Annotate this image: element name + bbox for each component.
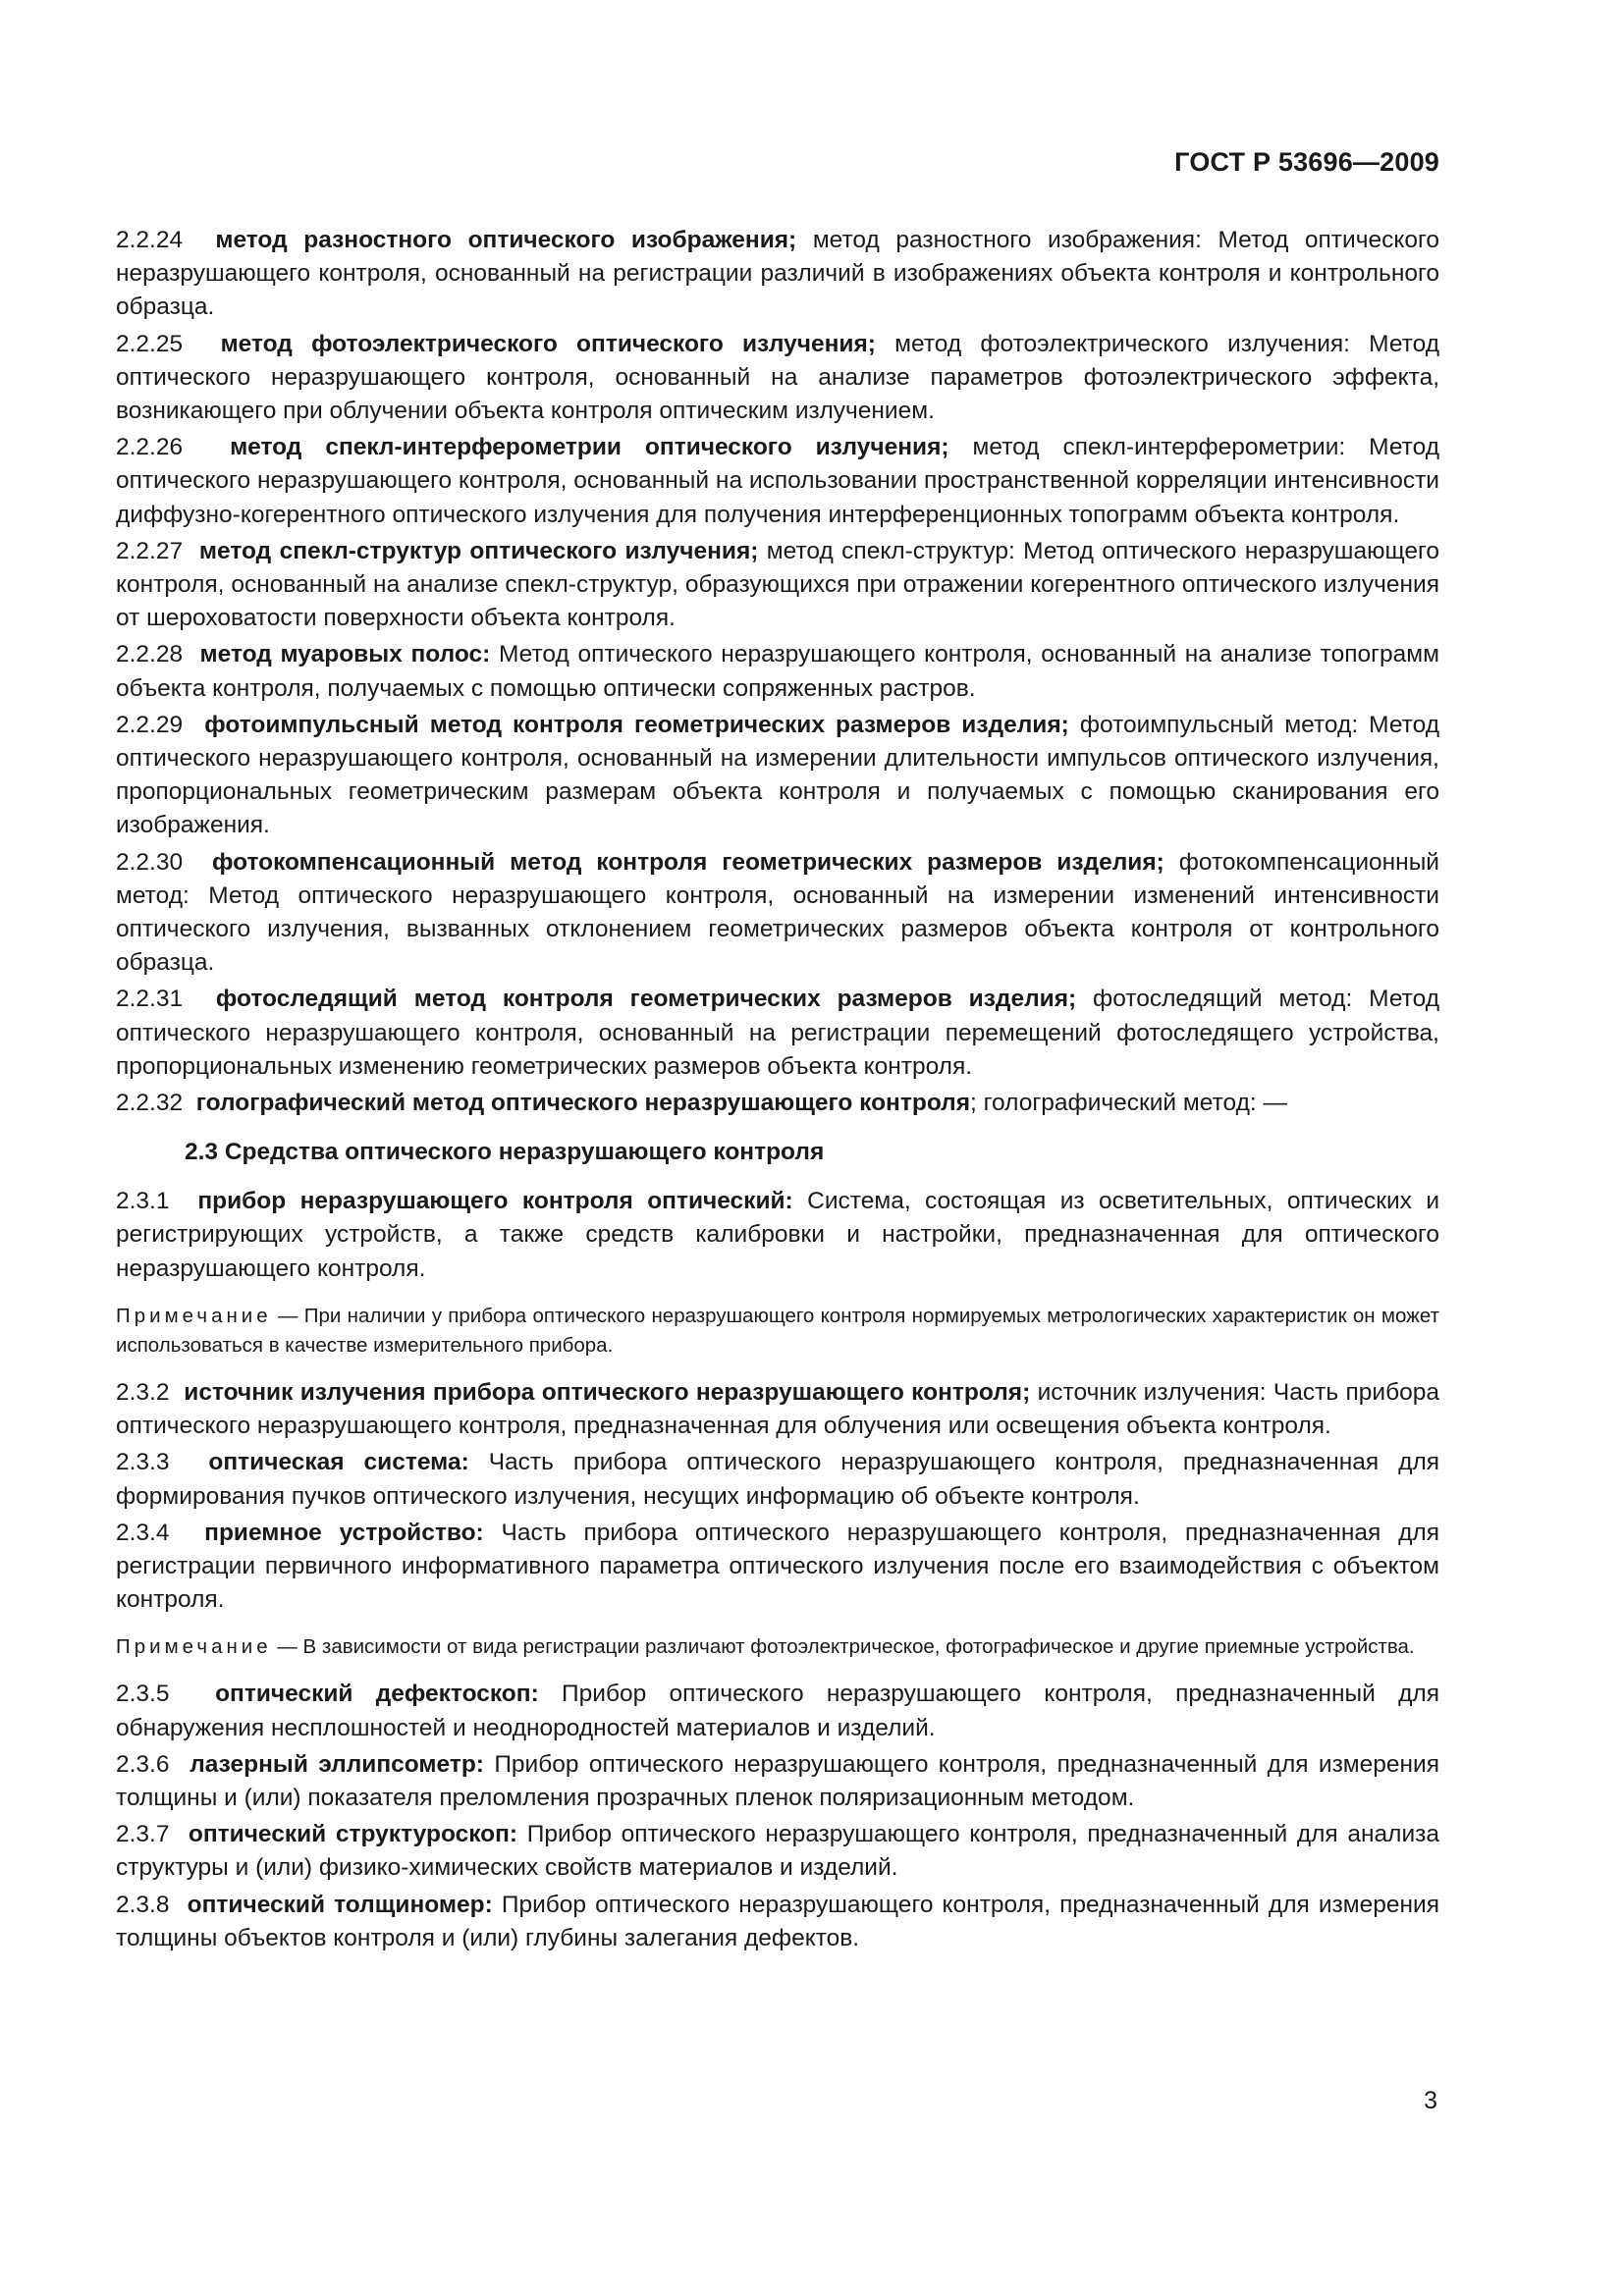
clause-number: 2.3.3 bbox=[116, 1449, 170, 1476]
note-text: — В зависимости от вида регистрации различают фотоэлектрическое, фотографическое и другие приемные устройства. bbox=[271, 1635, 1415, 1659]
term-name: источник излучения прибора оптического неразрушающего контроля; bbox=[184, 1378, 1031, 1406]
note-text: — При наличии у прибора оптического неразрушающего контроля нормируемых метрологических характеристик он может использоваться в качестве измерительного прибора. bbox=[116, 1304, 1439, 1357]
term-text: Прибор оптического неразрушающего контроля, предназначенный для измерения толщины и (или) показателя преломления прозрачных пленок поляризационным методом. bbox=[116, 1750, 1439, 1811]
term-name: приемное устройство: bbox=[204, 1519, 484, 1546]
term-definition bbox=[116, 1748, 1439, 1815]
clause-number: 2.3.4 bbox=[116, 1519, 170, 1546]
term-name: лазерный эллипсометр: bbox=[189, 1750, 484, 1778]
term-text: Прибор оптического неразрушающего контроля, предназначенный для анализа структуры и (или) физико-химических свойств материалов и изделий. bbox=[116, 1821, 1439, 1882]
term-text: метод разностного изображения: Метод оптического неразрушающего контроля, основанный на регистрации различий в изображениях объекта контроля и контрольного образца. bbox=[116, 227, 1439, 321]
term-text: Часть прибора оптического неразрушающего контроля, предназначенная для формирования пучков оптического излучения, несущих информацию об объекте контроля. bbox=[116, 1449, 1440, 1510]
term-text: метод фотоэлектрического излучения: Метод оптического неразрушающего контроля, основанный на анализе параметров фотоэлектрического эффекта, возникающего при облучении объекта контроля оптическим излучением. bbox=[116, 330, 1439, 425]
clause-number: 2.3.5 bbox=[116, 1681, 170, 1708]
term-name: фотоимпульсный метод контроля геометрических размеров изделия; bbox=[204, 711, 1069, 738]
clause-number: 2.2.27 bbox=[116, 537, 184, 564]
term-name: оптический дефектоскоп: bbox=[215, 1681, 539, 1708]
section-heading: 2.3 Средства оптического неразрушающего контроля bbox=[185, 1139, 825, 1166]
clause-number: 2.2.28 bbox=[116, 641, 184, 668]
term-name: фотокомпенсационный метод контроля геометрических размеров изделия; bbox=[211, 848, 1164, 876]
term-definition bbox=[116, 1818, 1439, 1885]
term-name: голографический метод оптического неразрушающего контроля bbox=[195, 1090, 971, 1117]
term-definition bbox=[116, 431, 1439, 532]
document-body bbox=[116, 224, 1439, 1958]
clause-number: 2.3.7 bbox=[116, 1821, 170, 1848]
clause-number: 2.3.6 bbox=[116, 1750, 170, 1778]
clause-number: 2.2.30 bbox=[116, 848, 184, 876]
clause-number: 2.2.29 bbox=[116, 711, 184, 738]
term-text: фотоимпульсный метод: Метод оптического неразрушающего контроля, основанный на измерении длительности импульсов оптического излучения, пропорциональных геометрическим размерам объекта контроля и получаемых с помощью сканирования его изображения. bbox=[116, 711, 1439, 839]
term-text: Система, состоящая из осветительных, оптических и регистрирующих устройств, а также средств калибровки и настройки, предназначенная для оптического неразрушающего контроля. bbox=[116, 1188, 1440, 1282]
term-definition bbox=[116, 1087, 1439, 1120]
term-definition bbox=[116, 1889, 1439, 1955]
term-definition bbox=[116, 1517, 1439, 1618]
term-name: метод муаровых полос: bbox=[199, 641, 491, 668]
term-definition bbox=[116, 1446, 1439, 1513]
clause-number: 2.3.1 bbox=[116, 1188, 170, 1215]
note-label: Примечание bbox=[116, 1635, 272, 1659]
term-text: метод спекл-структур: Метод оптического неразрушающего контроля, основанный на анализе спекл-структур, образующихся при отражении когерентного оптического излучения от шероховатости поверхности объекта контроля. bbox=[116, 537, 1439, 632]
term-definition bbox=[116, 638, 1439, 705]
term-definition bbox=[116, 1376, 1439, 1443]
term-text: Метод оптического неразрушающего контроля, основанный на анализе топограмм объекта контроля, получаемых с помощью оптически сопряженных растров. bbox=[116, 641, 1439, 702]
term-name: фотоследящий метод контроля геометрических размеров изделия; bbox=[215, 986, 1077, 1013]
term-name: оптическая система: bbox=[208, 1449, 469, 1476]
clause-number: 2.3.2 bbox=[116, 1378, 170, 1406]
term-definition bbox=[116, 983, 1439, 1084]
term-name: метод разностного оптического изображения; bbox=[215, 227, 797, 253]
term-definition bbox=[116, 328, 1439, 429]
clause-number: 2.2.32 bbox=[116, 1090, 184, 1117]
clause-number: 2.2.25 bbox=[116, 330, 184, 357]
term-definition bbox=[116, 1185, 1439, 1286]
term-definition bbox=[116, 709, 1439, 843]
term-definition bbox=[116, 846, 1439, 981]
note bbox=[116, 1632, 1439, 1662]
term-definition bbox=[116, 1678, 1439, 1744]
clause-number: 2.2.24 bbox=[116, 227, 184, 253]
term-text: фотоследящий метод: Метод оптического неразрушающего контроля, основанный на регистрации перемещений фотоследящего устройства, пропорциональных изменению геометрических размеров объекта контроля. bbox=[116, 986, 1439, 1080]
clause-number: 2.3.8 bbox=[116, 1891, 170, 1918]
note-label: Примечание bbox=[116, 1304, 272, 1327]
term-definition bbox=[116, 535, 1439, 636]
term-name: метод спекл-интерферометрии оптического излучения; bbox=[230, 434, 949, 461]
term-name: оптический толщиномер: bbox=[187, 1891, 493, 1918]
term-definition bbox=[116, 224, 1439, 325]
note bbox=[116, 1302, 1439, 1361]
term-name: прибор неразрушающего контроля оптический: bbox=[197, 1188, 793, 1215]
term-text: Прибор оптического неразрушающего контроля, предназначенный для измерения толщины объектов контроля и (или) глубины залегания дефектов. bbox=[116, 1891, 1439, 1951]
document-header-id: ГОСТ Р 53696—2009 bbox=[1174, 147, 1439, 177]
page-number: 3 bbox=[1424, 2087, 1437, 2114]
term-name: метод фотоэлектрического оптического излучения; bbox=[220, 330, 876, 357]
term-name: оптический структуроскоп: bbox=[188, 1821, 518, 1848]
clause-number: 2.2.31 bbox=[116, 986, 184, 1013]
term-name: метод спекл-структур оптического излучения; bbox=[198, 537, 759, 564]
term-text: Прибор оптического неразрушающего контроля, предназначенный для обнаружения несплошностей и неоднородностей материалов и изделий. bbox=[116, 1681, 1439, 1741]
term-text: фотокомпенсационный метод: Метод оптического неразрушающего контроля, основанный на измерении изменений интенсивности оптического излучения, вызванных отклонением геометрических размеров объекта контроля от контрольного образца. bbox=[116, 848, 1439, 977]
term-text: метод спекл-интерферометрии: Метод оптического неразрушающего контроля, основанный на использовании пространственной корреляции интенсивности диффузно-когерентного оптического излучения для получения интерференционных топограмм объекта контроля. bbox=[116, 434, 1439, 528]
clause-number: 2.2.26 bbox=[116, 434, 184, 461]
term-text: Часть прибора оптического неразрушающего контроля, предназначенная для регистрации первичного информативного параметра оптического излучения после его взаимодействия с объектом контроля. bbox=[116, 1519, 1439, 1614]
term-text: ; голографический метод: — bbox=[970, 1090, 1288, 1117]
term-text: источник излучения: Часть прибора оптического неразрушающего контроля, предназначенная для облучения или освещения объекта контроля. bbox=[116, 1378, 1439, 1440]
